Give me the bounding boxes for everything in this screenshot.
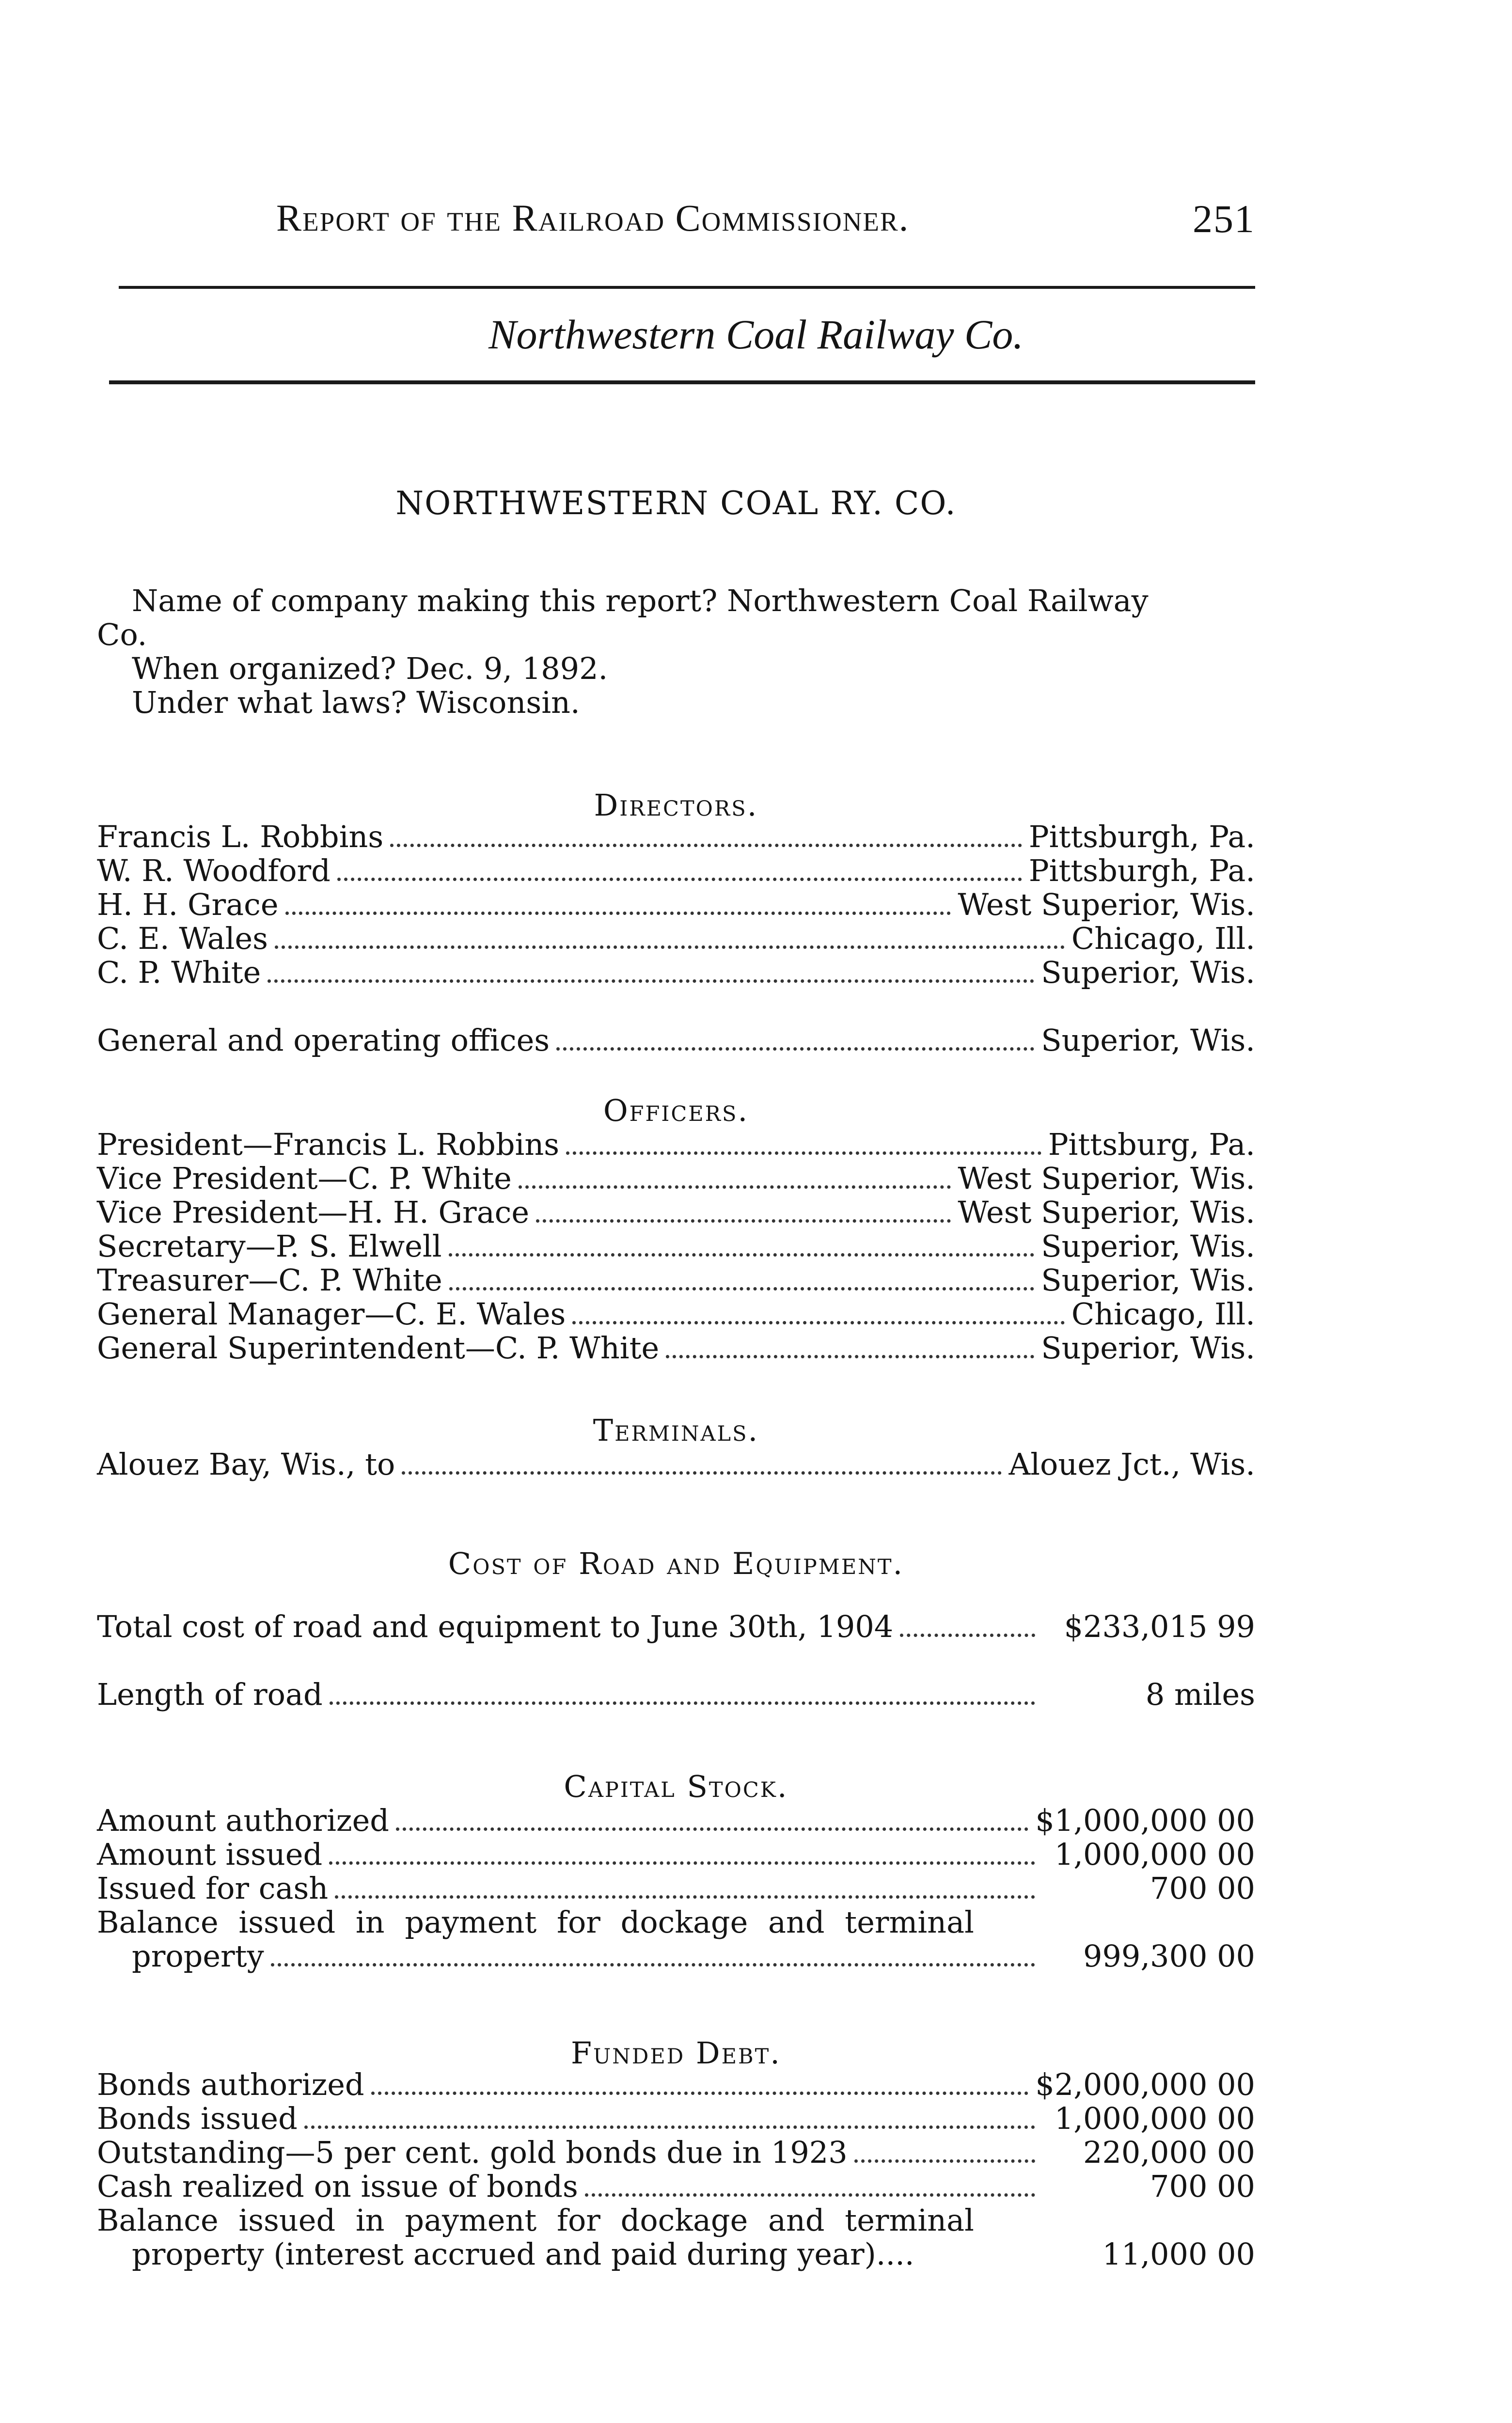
terminals-heading: Terminals. [593,1413,759,1448]
bonds-authorized-row: Bonds authorized $2,000,000 00 [97,2067,1255,2102]
officers-list [97,1127,1255,1364]
director-row: W. R. Woodford Pittsburgh, Pa. [97,853,1255,888]
director-row: Francis L. Robbins Pittsburgh, Pa. [97,819,1255,854]
terminals-list [97,1447,1255,1480]
officers-heading: Officers. [603,1093,749,1128]
directors-heading: Directors. [594,787,758,823]
organized-line: When organized? Dec. 9, 1892. [132,651,608,686]
bonds-outstanding-row: Outstanding—5 per cent. gold bonds due in 1923 220,000 00 [97,2135,1255,2170]
bonds-balance-row: Balance issued in payment for dockage and terminal [97,2203,974,2238]
bonds-issued-row: Bonds issued 1,000,000 00 [97,2101,1255,2136]
officer-row: Vice President—C. P. White West Superior, Wis. [97,1161,1255,1196]
director-row: H. H. Grace West Superior, Wis. [97,887,1255,922]
stock-authorized-row: Amount authorized $1,000,000 00 [97,1803,1255,1838]
stock-balance-row-cont: property 999,300 00 [132,1938,1255,1974]
stock-cash-row: Issued for cash 700 00 [97,1871,1255,1906]
general-offices-row: General and operating offices Superior, Wis. [97,1023,1255,1058]
bonds-balance-row-cont: property (interest accrued and paid during year).... 11,000 00 [132,2236,1255,2272]
terminals-row: Alouez Bay, Wis., to Alouez Jct., Wis. [97,1447,1255,1482]
capital-stock-block [97,1803,1255,1972]
officer-row: General Manager—C. E. Wales Chicago, Ill. [97,1296,1255,1332]
capital-stock-heading: Capital Stock. [564,1769,788,1804]
top-rule [119,286,1255,289]
running-head-title: Report of the Railroad Commissioner. [276,197,910,239]
directors-list [97,819,1255,989]
stock-balance-row: Balance issued in payment for dockage and terminal [97,1904,974,1940]
officer-row: President—Francis L. Robbins Pittsburg, Pa. [97,1127,1255,1162]
running-head [276,196,1255,240]
company-name-line: Name of company making this report? Northwestern Coal Railway [132,583,1149,618]
bonds-cash-row: Cash realized on issue of bonds 700 00 [97,2169,1255,2204]
general-offices [97,1023,1255,1056]
funded-debt-heading: Funded Debt. [570,2035,782,2071]
officer-row: General Superintendent—C. P. White Superior, Wis. [97,1330,1255,1366]
funded-debt-block [97,2067,1255,2270]
director-row: C. E. Wales Chicago, Ill. [97,921,1255,956]
length-row: Length of road 8 miles [97,1677,1255,1712]
cost-heading: Cost of Road and Equipment. [448,1546,904,1581]
officer-row: Vice President—H. H. Grace West Superior, Wis. [97,1195,1255,1230]
company-name-line-cont: Co. [97,617,147,652]
intro-block [97,584,1255,720]
director-row: C. P. White Superior, Wis. [97,955,1255,990]
company-heading: Northwestern Coal Railway Co. [488,311,1024,358]
stock-issued-row: Amount issued 1,000,000 00 [97,1837,1255,1872]
section-title: NORTHWESTERN COAL RY. CO. [395,485,957,522]
page-number: 251 [1193,197,1255,241]
officer-row: Treasurer—C. P. White Superior, Wis. [97,1262,1255,1298]
officer-row: Secretary—P. S. Elwell Superior, Wis. [97,1228,1255,1264]
total-cost-row: Total cost of road and equipment to June 30th, 1904 $233,015 99 [97,1609,1255,1644]
cost-block [97,1609,1255,1711]
laws-line: Under what laws? Wisconsin. [132,685,580,720]
header-rule [109,380,1255,384]
